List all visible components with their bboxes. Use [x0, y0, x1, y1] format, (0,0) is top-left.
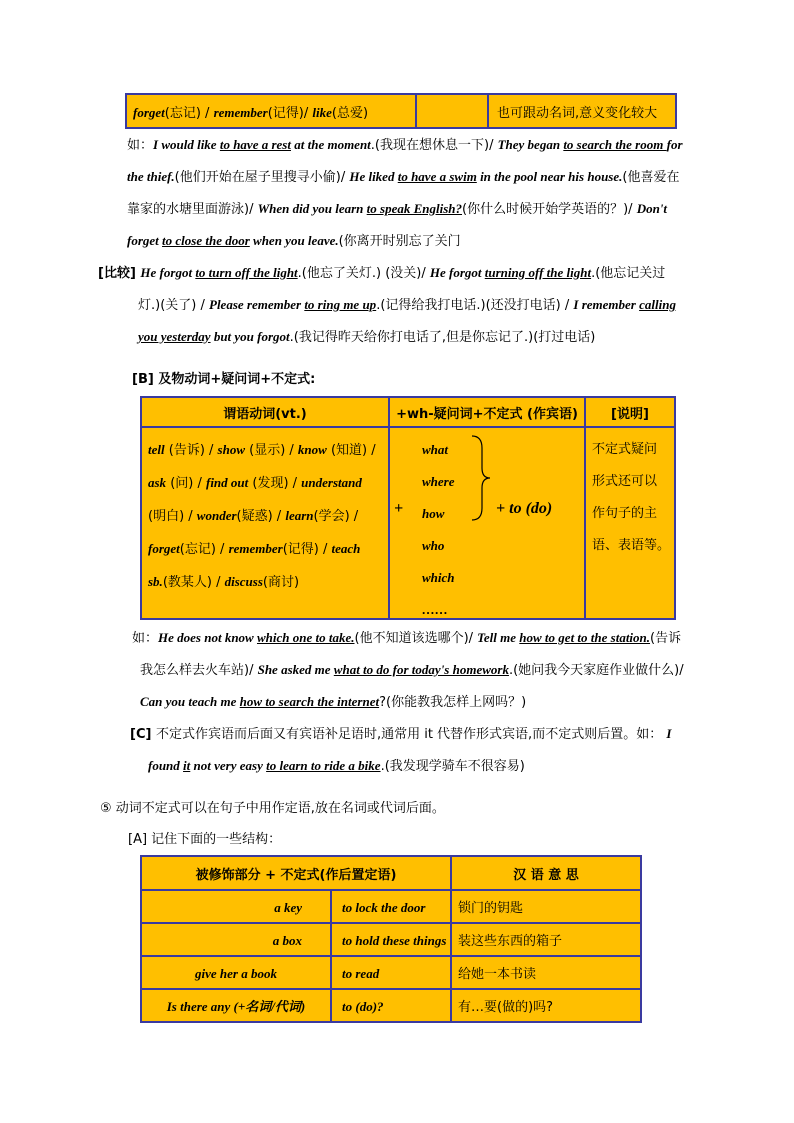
example-line	[127, 135, 683, 156]
verbs-cell	[141, 427, 389, 619]
section-c-line	[148, 756, 525, 777]
verb-line	[148, 500, 382, 533]
text: .(她问我今天家庭作业做什么)/	[508, 663, 684, 678]
text: He forgot	[140, 265, 196, 280]
verb-remember: remember	[213, 104, 268, 120]
verb-line	[148, 533, 382, 566]
text: at the moment	[290, 137, 371, 152]
table-row	[141, 956, 641, 989]
text: ?(你能教我怎样上网吗？)	[379, 695, 527, 710]
underlined-text: which one to take.	[256, 630, 355, 645]
note-line: 不定式疑问	[592, 442, 658, 457]
text: (他不知道该选哪个)/	[354, 631, 478, 646]
compare-line	[138, 327, 595, 348]
verb: teach	[331, 541, 361, 556]
verb: tell	[148, 442, 165, 457]
text: .(他忘了关灯.) (没关)/	[297, 266, 430, 281]
wh-word: what	[422, 442, 449, 457]
table-cell-empty	[416, 94, 488, 128]
text: found	[148, 758, 184, 773]
underlined-text: calling	[639, 297, 676, 312]
example-line	[127, 167, 679, 188]
text: He forgot	[429, 265, 485, 280]
compare-line	[98, 263, 665, 284]
verb-forget: forget	[133, 104, 165, 120]
verb-line	[148, 566, 382, 599]
underlined-text: turning off the light	[484, 265, 592, 280]
gloss: (总爱)	[331, 105, 369, 121]
verb: know	[297, 442, 327, 457]
wh-word: how	[422, 506, 445, 521]
text: the thief.	[127, 169, 175, 184]
verb: sb.	[148, 574, 163, 589]
gloss: (商讨)	[262, 575, 300, 590]
section-c-line	[130, 724, 671, 745]
infinitive-cell	[331, 989, 451, 1022]
wh-word: ……	[422, 602, 448, 617]
text: .(我记得昨天给你打电话了,但是你忘记了.)(打过电话)	[289, 330, 596, 345]
header-right: 汉 语 意 思	[451, 856, 641, 890]
gloss: (显示) /	[245, 443, 298, 458]
verb: learn	[285, 508, 314, 523]
text: I	[666, 726, 672, 741]
verb: understand	[301, 475, 362, 490]
text: He does not know	[158, 630, 257, 645]
underlined-text: to search the room	[563, 137, 667, 152]
text: (他们开始在屋子里搜寻小偷)/	[174, 170, 350, 185]
note-line: 语、表语等。	[592, 538, 671, 553]
text: I remember	[573, 297, 640, 312]
note-cell	[585, 427, 675, 619]
header-note: [说明]	[585, 397, 675, 427]
meaning-cell: 装这些东西的箱子	[451, 923, 641, 956]
header-left: 被修饰部分 + 不定式(作后置定语)	[141, 856, 451, 890]
underlined-text: to have a rest	[219, 137, 291, 152]
section-a-heading: [A] 记住下面的一些结构：	[128, 832, 282, 847]
infinitive-text: to (do)?	[342, 999, 384, 1014]
underlined-text: it	[183, 758, 191, 773]
brace-icon	[470, 434, 492, 522]
wh-word: which	[422, 570, 455, 585]
table-row	[141, 923, 641, 956]
text: in the pool near his house.	[476, 169, 623, 184]
plus-sign: +	[394, 500, 404, 517]
noun-text: Is there any (+名词/代词)	[166, 999, 306, 1014]
text: Please remember	[209, 297, 305, 312]
gloss: (学会) /	[313, 509, 359, 524]
gloss: (忘记) /	[179, 542, 229, 557]
gloss: (记得) /	[282, 542, 332, 557]
text: (你离开时别忘了关门	[338, 234, 461, 249]
underlined-text: how to get to the station.	[519, 630, 651, 645]
attributive-table	[140, 855, 642, 1023]
label: 如：	[127, 138, 154, 153]
text: 靠家的水塘里面游泳)/	[127, 202, 258, 217]
noun-cell	[141, 956, 331, 989]
example-line	[140, 660, 684, 681]
text: (你什么时候开始学英语的？)/	[462, 202, 637, 217]
infinitive-cell	[331, 923, 451, 956]
gloss: (明白) /	[148, 509, 197, 524]
text: .(记得给我打电话.)(还没打电话) /	[376, 298, 574, 313]
text: 我怎么样去火车站)/	[140, 663, 258, 678]
wh-table	[140, 396, 676, 620]
noun-text: a box	[272, 933, 302, 948]
verb-table-top	[125, 93, 677, 129]
verb: ask	[148, 475, 167, 490]
text: I would like	[153, 137, 220, 152]
gloss: (问) /	[166, 476, 206, 491]
noun-cell	[141, 989, 331, 1022]
underlined-text: to turn off the light	[195, 265, 298, 280]
wh-word: where	[422, 474, 455, 489]
text: for	[666, 137, 683, 152]
verb-like: like	[312, 104, 332, 120]
label: 如：	[132, 631, 159, 646]
gloss: (知道) /	[326, 443, 376, 458]
noun-cell	[141, 923, 331, 956]
table-cell	[126, 94, 416, 128]
meaning-cell: 给她一本书读	[451, 956, 641, 989]
gloss: (记得)/	[267, 105, 313, 121]
text: 不定式作宾语而后面又有宾语补足语时,通常用 it 代替作形式宾语,而不定式则后置。如：	[155, 727, 667, 742]
underlined-text: to learn to ride a bike	[266, 758, 381, 773]
underlined-text: what to do for today's homework	[333, 662, 509, 677]
verb: discuss	[224, 574, 263, 589]
infinitive-text: to read	[342, 966, 380, 981]
infinitive-cell	[331, 956, 451, 989]
underlined-text: to close the door	[162, 233, 250, 248]
text: but you forgot	[210, 329, 290, 344]
header-verb: 谓语动词(vt.)	[141, 397, 389, 427]
text: He liked	[349, 169, 398, 184]
gloss: (告诉) /	[164, 443, 218, 458]
example-line	[140, 692, 526, 713]
verb: forget	[148, 541, 180, 556]
infinitive-text: to hold these things	[342, 933, 447, 948]
infinitive-cell	[331, 890, 451, 923]
example-line	[132, 628, 681, 649]
text: (告诉	[650, 631, 682, 646]
compare-label: [比较]	[98, 266, 141, 281]
underlined-text: how to search the internet	[239, 694, 380, 709]
text: They began	[497, 137, 564, 152]
label: [C]	[130, 727, 156, 742]
noun-cell	[141, 890, 331, 923]
wh-word: who	[422, 538, 445, 553]
table-row	[141, 890, 641, 923]
to-do-text: + to (do)	[496, 500, 553, 517]
underlined-text: you yesterday	[138, 329, 211, 344]
text: (他喜爱在	[622, 170, 680, 185]
compare-line	[138, 295, 676, 316]
header-wh: +wh-疑问词+不定式 (作宾语)	[389, 397, 585, 427]
point-5: ⑤ 动词不定式可以在句子中用作定语,放在名词或代词后面。	[100, 801, 445, 816]
gloss: (发现) /	[248, 476, 302, 491]
meaning-cell: 锁门的钥匙	[451, 890, 641, 923]
gloss: (忘记) /	[164, 105, 214, 121]
text: Don't	[636, 201, 668, 216]
note-line: 作句子的主	[592, 506, 658, 521]
meaning-cell: 有…要(做的)吗?	[451, 989, 641, 1022]
underlined-text: to have a swim	[397, 169, 477, 184]
text: 灯.)(关了) /	[138, 298, 209, 313]
verb-line	[148, 467, 382, 500]
text: forget	[127, 233, 163, 248]
verb-line	[148, 434, 382, 467]
note-line: 形式还可以	[592, 474, 658, 489]
verb: find out	[205, 475, 249, 490]
text: Can you teach me	[140, 694, 240, 709]
wh-cell	[389, 427, 585, 619]
text: when you leave.	[249, 233, 339, 248]
text: When did you learn	[257, 201, 367, 216]
example-line	[127, 231, 461, 252]
verb: wonder	[196, 508, 237, 523]
infinitive-text: to lock the door	[342, 900, 426, 915]
underlined-text: to ring me up	[304, 297, 377, 312]
gloss: (教某人) /	[162, 575, 225, 590]
text: She asked me	[257, 662, 334, 677]
text: .(我发现学骑车不很容易)	[380, 759, 525, 774]
text: .(我现在想休息一下)/	[370, 138, 498, 153]
section-b-heading: [B] 及物动词+疑问词+不定式:	[132, 372, 316, 387]
example-line	[127, 199, 667, 220]
text: .(他忘记关过	[591, 266, 666, 281]
text: not very easy	[190, 758, 267, 773]
table-cell-note: 也可跟动名词,意义变化较大	[488, 94, 676, 128]
verb: show	[217, 442, 245, 457]
underlined-text: to speak English?	[366, 201, 463, 216]
table-row	[141, 989, 641, 1022]
gloss: (疑惑) /	[236, 509, 286, 524]
noun-text: give her a book	[195, 966, 277, 981]
noun-text: a key	[274, 900, 302, 915]
text: Tell me	[477, 630, 520, 645]
verb: remember	[228, 541, 283, 556]
